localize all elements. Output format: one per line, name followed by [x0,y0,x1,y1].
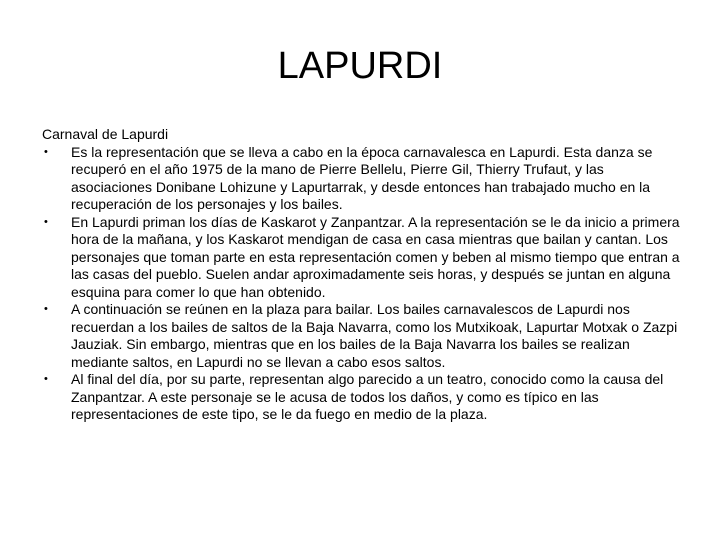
bullet-text: A continuación se reúnen en la plaza para bailar. Los bailes carnavalescos de Lapurdi nos recuerdan a los bailes de saltos de la Baja Navarra, como los Mutxikoak, Lapurtar Motxak o Zazpi Jauziak. Sin embargo, mientras que en los bailes de la Baja Navarra los bailes se realizan mediante saltos, en Lapurdi no se llevan a cabo esos saltos. [71,301,678,370]
slide-title: LAPURDI [277,45,443,87]
section-heading: Carnaval de Lapurdi [42,126,169,142]
bullet-item [42,301,682,371]
bullet-item [42,144,682,214]
bullet-text: Es la representación que se lleva a cabo en la época carnavalesca en Lapurdi. Esta danza se recuperó en el año 1975 de la mano de Pierre Bellelu, Pierre Gil, Thierry Trufaut, y las asociaciones Donibane Lohizune y Lapurtarrak, y desde entonces han trabajado mucho en la recuperación de los personajes y los bailes. [71,143,653,212]
bullet-item [42,371,682,424]
bullet-text: En Lapurdi priman los días de Kaskarot y Zanpantzar. A la representación se le da inicio a primera hora de la mañana, y los Kaskarot mendigan de casa en casa mientras que bailan y cantan. Los personajes que toman parte en esta representación comen y beben al mismo tiempo que entran a las casas del pueblo. Suelen andar aproximadamente seis horas, y después se juntan en alguna esquina para comer lo que han obtenido. [71,213,680,300]
bullet-point-icon: • [44,215,48,228]
bullet-point-icon: • [44,303,48,315]
bullet-text: Al final del día, por su parte, representan algo parecido a un teatro, conocido como la causa del Zanpantzar. A este personaje se le acusa de todos los daños, y como es típico en las representaciones de este tipo, se le da fuego en medio de la plaza. [71,371,664,422]
bullet-list [42,144,682,424]
bullet-point-icon: • [44,373,48,385]
slide-content [42,126,682,424]
bullet-item [42,214,682,302]
bullet-point-icon: • [44,145,48,158]
